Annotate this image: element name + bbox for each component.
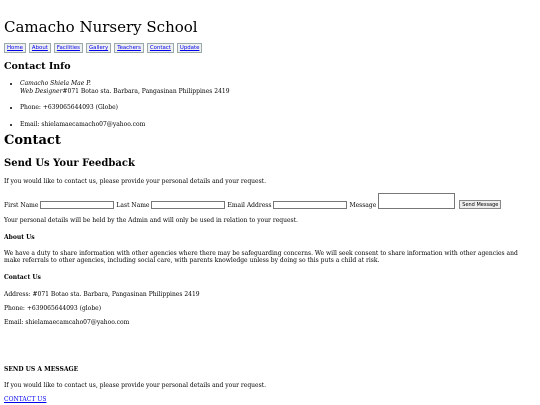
site-title: Camacho Nursery School (4, 18, 198, 36)
last-name-label: Last Name (116, 202, 150, 209)
contact-us-link[interactable]: CONTACT US (4, 396, 47, 403)
contact-info-name-item (20, 80, 230, 95)
first-name-input[interactable] (40, 201, 114, 209)
nav-contact[interactable]: Contact (147, 43, 174, 53)
first-name-label: First Name (4, 202, 39, 209)
nav-about[interactable]: About (29, 43, 51, 53)
contact-info-heading: Contact Info (4, 61, 71, 72)
message-textarea[interactable] (378, 193, 455, 209)
about-text: We have a duty to share information with other agencies where there may be safeguarding concerns. We will seek consent to share information with other agencies and make referrals to other agencies, including social care, with parents knowledge unless by doing so this puts a child at risk. (4, 250, 518, 264)
email-input[interactable] (273, 201, 347, 209)
nav-home[interactable]: Home (4, 43, 26, 53)
contact-us-address: Address: #071 Botao sta. Barbara, Pangasinan Philippines 2419 (4, 291, 200, 298)
send-message-button[interactable]: Send Message (459, 200, 501, 209)
feedback-intro: If you would like to contact us, please provide your personal details and your request. (4, 178, 266, 185)
contact-us-phone: Phone: +639065644093 (globe) (4, 305, 102, 312)
contact-role: Web Designer (20, 87, 63, 95)
feedback-heading: Send Us Your Feedback (4, 158, 135, 169)
message-label: Message (349, 202, 377, 209)
nav-facilities[interactable]: Facilities (54, 43, 83, 53)
feedback-form (4, 193, 501, 209)
send-message-heading: SEND US A MESSAGE (4, 366, 79, 373)
nav-update[interactable]: Update (177, 43, 203, 53)
contact-us-link-wrap (4, 396, 46, 403)
nav-teachers[interactable]: Teachers (114, 43, 144, 53)
contact-us-email: Email: shielamaecamcaho07@yahoo.com (4, 319, 130, 326)
contact-heading: Contact (4, 133, 61, 148)
contact-us-heading: Contact Us (4, 274, 41, 281)
about-heading: About Us (4, 234, 35, 241)
contact-info-email: • Email: shielamaecamacho07@yahoo.com (20, 121, 230, 129)
contact-name: Camacho Shiela Mae P. (20, 80, 91, 87)
send-message-text: If you would like to contact us, please provide your personal details and your request. (4, 382, 266, 389)
contact-info-phone: • Phone: +639065644093 (Globe) (20, 104, 230, 112)
contact-address: #071 Botao sta. Barbara, Pangasinan Philippines 2419 (62, 87, 230, 95)
last-name-input[interactable] (151, 201, 225, 209)
nav-gallery[interactable]: Gallery (86, 43, 111, 53)
main-nav (4, 43, 202, 53)
email-label: Email Address (227, 202, 272, 209)
privacy-notice: Your personal details will be held by the Admin and will only be used in relation to your request. (4, 217, 298, 224)
contact-info-list (4, 80, 230, 137)
